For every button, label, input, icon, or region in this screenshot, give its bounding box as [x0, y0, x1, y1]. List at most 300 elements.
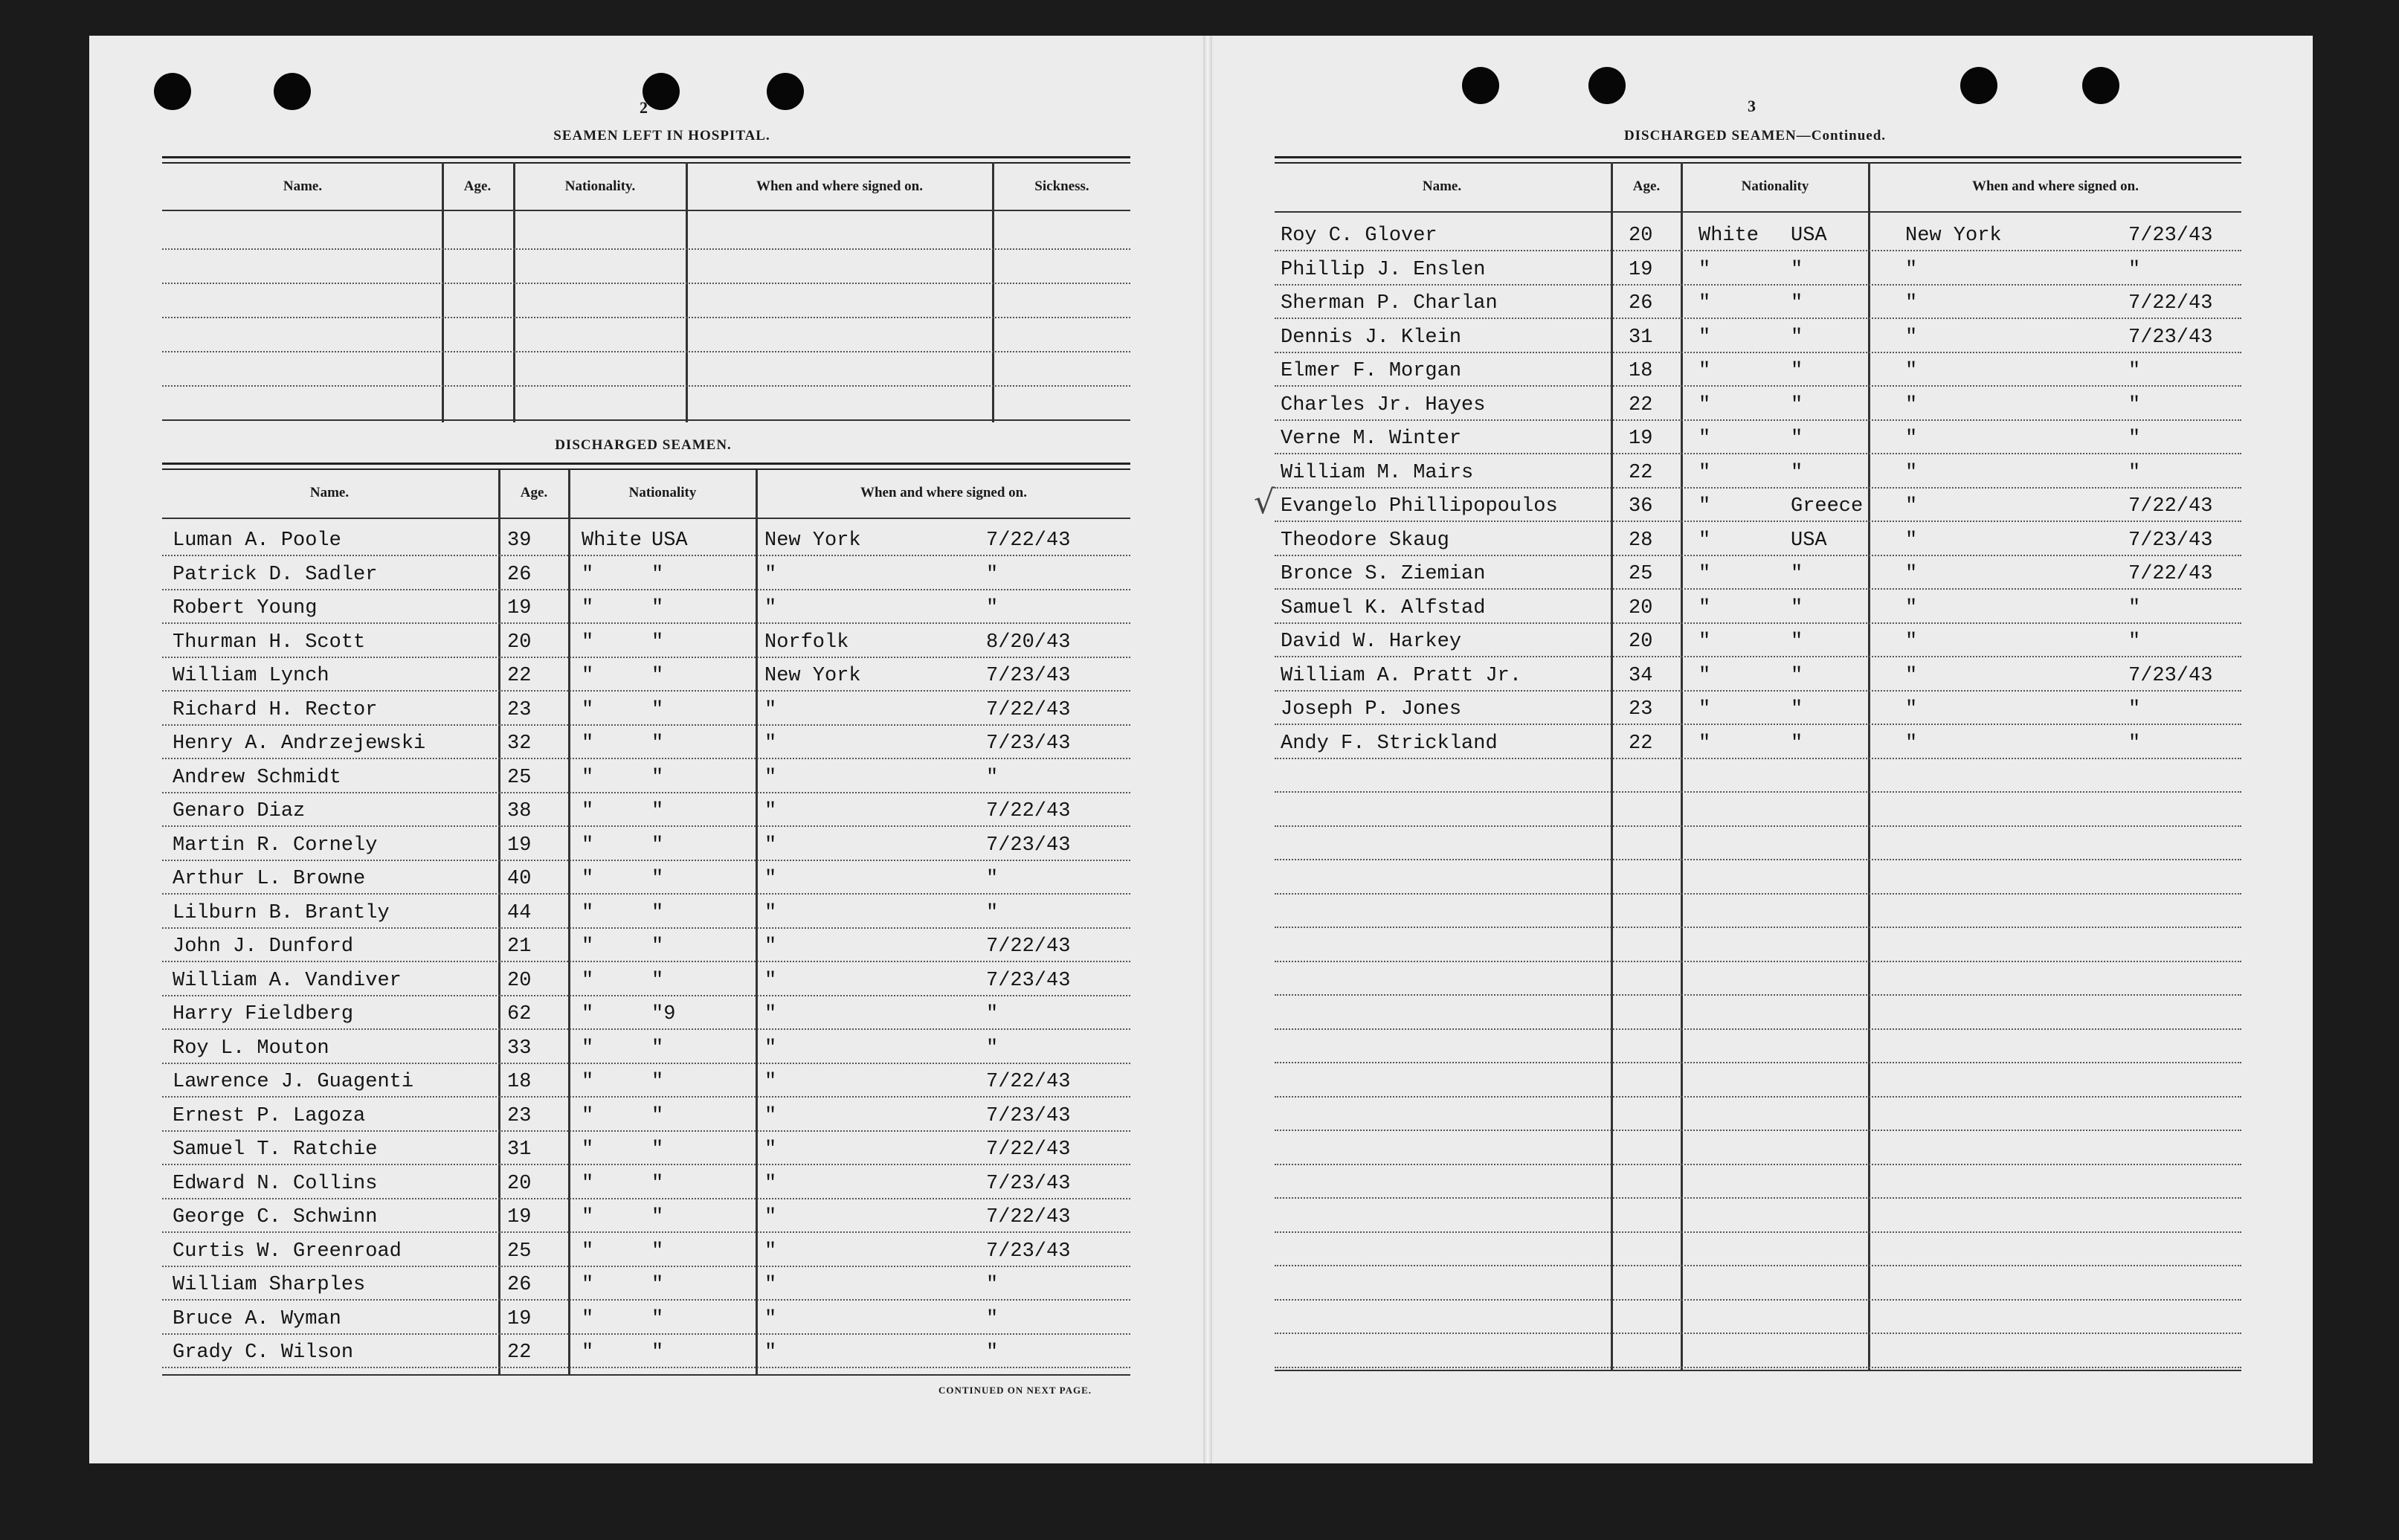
seaman-age: 19	[507, 834, 532, 857]
seaman-race: "	[1698, 631, 1711, 653]
seaman-name: Roy L. Mouton	[173, 1037, 329, 1060]
signed-on-date: "	[2128, 360, 2141, 382]
row-rule	[1275, 352, 2241, 353]
seaman-nationality: "	[651, 834, 664, 857]
seaman-age: 21	[507, 935, 532, 958]
rule	[162, 210, 1130, 211]
seaman-name: Charles Jr. Hayes	[1281, 393, 1486, 416]
seaman-age: 20	[1629, 631, 1653, 653]
row-rule	[162, 792, 1130, 793]
seaman-age: 32	[507, 732, 532, 755]
row-rule	[162, 317, 1130, 318]
seaman-age: 19	[507, 597, 532, 619]
seaman-name: Verne M. Winter	[1281, 428, 1462, 450]
signed-on-place: "	[764, 1104, 777, 1127]
seaman-age: 44	[507, 901, 532, 924]
seaman-nationality: "	[651, 800, 664, 822]
signed-on-date: 7/22/43	[986, 1138, 1071, 1161]
seaman-name: George C. Schwinn	[173, 1206, 378, 1228]
signed-on-place: "	[1905, 698, 1918, 721]
signed-on-place: "	[764, 1037, 777, 1060]
signed-on-date: 7/23/43	[986, 1172, 1071, 1195]
seaman-race: "	[582, 1341, 594, 1364]
seaman-race: "	[582, 868, 594, 890]
seaman-age: 36	[1629, 495, 1653, 518]
signed-on-place: "	[1905, 596, 1918, 619]
signed-on-date: "	[986, 1003, 999, 1025]
seaman-race: "	[1698, 258, 1711, 281]
seaman-nationality: USA	[1791, 225, 1827, 247]
seaman-race: "	[582, 1071, 594, 1093]
seaman-nationality: "	[1791, 461, 1803, 484]
signed-on-date: 7/23/43	[986, 969, 1071, 992]
column-header: Name.	[283, 178, 323, 194]
row-rule	[1275, 1028, 2241, 1030]
seaman-name: Andrew Schmidt	[173, 766, 341, 789]
seaman-nationality: "	[1791, 326, 1803, 349]
column-divider	[686, 162, 688, 422]
seaman-race: "	[1698, 326, 1711, 349]
seaman-race: "	[582, 1307, 594, 1330]
signed-on-date: 7/23/43	[2128, 529, 2213, 552]
seaman-race: "	[582, 800, 594, 822]
hospital-section-title: SEAMEN LEFT IN HOSPITAL.	[553, 128, 770, 144]
seaman-name: Sherman P. Charlan	[1281, 292, 1498, 315]
signed-on-date: "	[986, 766, 999, 789]
seaman-nationality: "	[651, 563, 664, 586]
row-rule	[162, 1063, 1130, 1064]
row-rule	[162, 1266, 1130, 1267]
seaman-age: 22	[1629, 393, 1653, 416]
punch-hole	[274, 73, 311, 110]
seaman-nationality: "	[651, 698, 664, 721]
signed-on-date: 7/23/43	[2128, 664, 2213, 687]
seaman-name: Samuel K. Alfstad	[1281, 596, 1486, 619]
seaman-race: "	[1698, 529, 1711, 552]
seaman-race: White	[1698, 225, 1759, 247]
row-rule	[1275, 1367, 2241, 1368]
punch-hole	[154, 73, 191, 110]
signed-on-place: "	[764, 800, 777, 822]
seaman-name: Bruce A. Wyman	[173, 1307, 341, 1330]
seaman-race: "	[582, 563, 594, 586]
seaman-race: "	[582, 597, 594, 619]
row-rule	[1275, 758, 2241, 759]
seaman-name: Andy F. Strickland	[1281, 732, 1498, 755]
column-header: Sickness.	[1034, 178, 1089, 194]
seaman-nationality: "	[1791, 258, 1803, 281]
row-rule	[162, 690, 1130, 692]
seaman-name: Theodore Skaug	[1281, 529, 1449, 552]
rule	[1275, 1370, 2241, 1371]
seaman-name: Richard H. Rector	[173, 698, 378, 721]
seaman-age: 18	[1629, 360, 1653, 382]
seaman-age: 31	[1629, 326, 1653, 349]
column-header: Name.	[1422, 178, 1462, 194]
signed-on-date: "	[2128, 428, 2141, 450]
seaman-race: "	[582, 1037, 594, 1060]
seaman-nationality: "	[651, 1206, 664, 1228]
column-header: When and where signed on.	[1971, 178, 2139, 194]
seaman-name: William Sharples	[173, 1274, 366, 1296]
row-rule	[1275, 284, 2241, 286]
signed-on-date: "	[2128, 596, 2141, 619]
signed-on-place: "	[1905, 360, 1918, 382]
signed-on-date: "	[986, 1037, 999, 1060]
seaman-nationality: "	[651, 665, 664, 687]
discharged-section-title: DISCHARGED SEAMEN.	[555, 437, 732, 453]
seaman-name: Grady C. Wilson	[173, 1341, 354, 1364]
seaman-nationality: "	[1791, 360, 1803, 382]
seaman-nationality: "	[651, 1138, 664, 1161]
signed-on-place: "	[1905, 393, 1918, 416]
signed-on-date: "	[2128, 732, 2141, 755]
column-header: Age.	[520, 485, 548, 500]
row-rule	[162, 860, 1130, 861]
signed-on-place: "	[764, 1341, 777, 1364]
row-rule	[1275, 385, 2241, 387]
signed-on-date: "	[2128, 393, 2141, 416]
seaman-name: Phillip J. Enslen	[1281, 258, 1486, 281]
seaman-age: 40	[507, 868, 532, 890]
punch-hole	[1588, 67, 1626, 104]
seaman-age: 23	[1629, 698, 1653, 721]
page-number: 3	[1748, 97, 1756, 115]
row-rule	[162, 893, 1130, 895]
seaman-nationality: "	[651, 1172, 664, 1195]
row-rule	[1275, 318, 2241, 319]
row-rule	[162, 825, 1130, 827]
seaman-race: "	[582, 698, 594, 721]
signed-on-date: 7/22/43	[2128, 495, 2213, 518]
signed-on-date: 7/23/43	[986, 834, 1071, 857]
seaman-nationality: "	[651, 935, 664, 958]
signed-on-place: "	[764, 732, 777, 755]
seaman-nationality: "	[651, 1240, 664, 1263]
signed-on-place: "	[764, 1206, 777, 1228]
seaman-race: "	[1698, 495, 1711, 518]
seaman-race: "	[582, 732, 594, 755]
seaman-nationality: USA	[651, 529, 688, 552]
seaman-name: Patrick D. Sadler	[173, 563, 378, 586]
seaman-name: Curtis W. Greenroad	[173, 1240, 402, 1263]
seaman-nationality: "	[651, 732, 664, 755]
seaman-race: "	[582, 935, 594, 958]
row-rule	[1275, 419, 2241, 421]
row-rule	[1275, 1333, 2241, 1334]
seaman-nationality: "	[1791, 292, 1803, 315]
signed-on-place: "	[1905, 326, 1918, 349]
row-rule	[162, 724, 1130, 726]
seaman-race: "	[582, 1003, 594, 1025]
seaman-age: 26	[1629, 292, 1653, 315]
signed-on-place: "	[764, 1307, 777, 1330]
row-rule	[162, 351, 1130, 352]
signed-on-date: 7/22/43	[986, 529, 1071, 552]
signed-on-date: "	[2128, 461, 2141, 484]
row-rule	[1275, 1130, 2241, 1131]
signed-on-date: 7/22/43	[2128, 292, 2213, 315]
column-divider	[442, 162, 444, 422]
seaman-name: William A. Pratt Jr.	[1281, 664, 1522, 687]
signed-on-place: "	[764, 868, 777, 890]
seaman-name: William A. Vandiver	[173, 969, 402, 992]
column-divider	[1681, 162, 1683, 1371]
seaman-age: 22	[507, 665, 532, 687]
row-rule	[162, 1367, 1130, 1368]
signed-on-date: "	[2128, 698, 2141, 721]
punch-hole	[767, 73, 804, 110]
seaman-race: "	[1698, 461, 1711, 484]
seaman-age: 39	[507, 529, 532, 552]
seaman-age: 62	[507, 1003, 532, 1025]
row-rule	[1275, 1231, 2241, 1233]
check-mark: √	[1254, 483, 1275, 521]
row-rule	[1275, 994, 2241, 996]
seaman-race: "	[1698, 393, 1711, 416]
seaman-name: John J. Dunford	[173, 935, 354, 958]
row-rule	[162, 555, 1130, 556]
signed-on-date: "	[2128, 258, 2141, 281]
signed-on-place: "	[1905, 732, 1918, 755]
signed-on-place: "	[764, 1240, 777, 1263]
seaman-age: 22	[1629, 732, 1653, 755]
signed-on-date: "	[986, 1341, 999, 1364]
seaman-nationality: "	[1791, 393, 1803, 416]
seaman-age: 19	[507, 1307, 532, 1330]
seaman-age: 23	[507, 1104, 532, 1127]
seaman-nationality: "	[1791, 428, 1803, 450]
signed-on-place: "	[1905, 631, 1918, 653]
seaman-nationality: "	[651, 1037, 664, 1060]
column-header: When and where signed on.	[756, 178, 923, 194]
row-rule	[162, 1333, 1130, 1335]
seaman-nationality: "	[651, 969, 664, 992]
seaman-name: Evangelo Phillipopoulos	[1281, 495, 1558, 518]
signed-on-place: "	[764, 698, 777, 721]
seaman-nationality: "9	[651, 1003, 676, 1025]
seaman-race: "	[1698, 596, 1711, 619]
seaman-age: 28	[1629, 529, 1653, 552]
signed-on-date: 7/22/43	[2128, 563, 2213, 585]
seaman-name: Lawrence J. Guagenti	[173, 1071, 414, 1093]
column-divider	[498, 470, 500, 1376]
seaman-race: "	[1698, 292, 1711, 315]
column-divider	[1611, 162, 1613, 1371]
seaman-age: 33	[507, 1037, 532, 1060]
row-rule	[1275, 588, 2241, 590]
seaman-age: 20	[507, 969, 532, 992]
signed-on-place: Norfolk	[764, 631, 849, 654]
signed-on-date: 7/23/43	[2128, 225, 2213, 247]
row-rule	[162, 385, 1130, 387]
signed-on-place: "	[764, 834, 777, 857]
seaman-age: 19	[1629, 428, 1653, 450]
column-header: Name.	[309, 485, 350, 500]
row-rule	[162, 589, 1130, 590]
row-rule	[1275, 859, 2241, 860]
column-divider	[756, 470, 758, 1376]
signed-on-date: 7/23/43	[2128, 326, 2213, 349]
row-rule	[162, 283, 1130, 284]
seaman-race: "	[1698, 732, 1711, 755]
seaman-age: 38	[507, 800, 532, 822]
signed-on-place: "	[1905, 428, 1918, 450]
seaman-nationality: "	[1791, 596, 1803, 619]
signed-on-place: New York	[1905, 225, 2002, 247]
row-rule	[162, 1231, 1130, 1233]
page-fold	[1203, 36, 1212, 1463]
seaman-race: "	[1698, 664, 1711, 687]
rule	[1275, 211, 2241, 213]
seaman-race: "	[582, 1206, 594, 1228]
signed-on-date: "	[2128, 631, 2141, 653]
rule	[162, 419, 1130, 421]
punch-hole	[1960, 67, 1997, 104]
seaman-age: 25	[507, 766, 532, 789]
seaman-race: "	[582, 665, 594, 687]
seaman-nationality: "	[651, 901, 664, 924]
seaman-age: 26	[507, 1274, 532, 1296]
signed-on-place: "	[764, 766, 777, 789]
signed-on-date: 7/22/43	[986, 935, 1071, 958]
punch-hole	[2082, 67, 2119, 104]
seaman-name: Martin R. Cornely	[173, 834, 378, 857]
seaman-nationality: "	[651, 766, 664, 789]
signed-on-date: "	[986, 901, 999, 924]
row-rule	[1275, 893, 2241, 895]
signed-on-date: 7/22/43	[986, 1071, 1071, 1093]
seaman-age: 31	[507, 1138, 532, 1161]
seaman-age: 26	[507, 563, 532, 586]
seaman-nationality: "	[651, 631, 664, 654]
seaman-race: "	[1698, 563, 1711, 585]
signed-on-date: "	[986, 597, 999, 619]
row-rule	[1275, 791, 2241, 793]
column-header: Age.	[1632, 178, 1661, 194]
row-rule	[1275, 1265, 2241, 1266]
signed-on-date: 7/23/43	[986, 665, 1071, 687]
signed-on-place: "	[764, 1138, 777, 1161]
seaman-age: 22	[507, 1341, 532, 1364]
seaman-name: Joseph P. Jones	[1281, 698, 1462, 721]
row-rule	[162, 657, 1130, 658]
seaman-name: Edward N. Collins	[173, 1172, 378, 1195]
signed-on-date: 8/20/43	[986, 631, 1071, 654]
row-rule	[1275, 724, 2241, 725]
seaman-age: 34	[1629, 664, 1653, 687]
seaman-age: 19	[1629, 258, 1653, 281]
seaman-age: 20	[507, 1172, 532, 1195]
signed-on-place: New York	[764, 665, 861, 687]
row-rule	[162, 995, 1130, 996]
signed-on-place: "	[1905, 292, 1918, 315]
row-rule	[1275, 961, 2241, 962]
seaman-name: Genaro Diaz	[173, 800, 306, 822]
seaman-name: William M. Mairs	[1281, 461, 1474, 484]
column-header: Age.	[463, 178, 492, 194]
seaman-race: "	[582, 1240, 594, 1263]
row-rule	[1275, 555, 2241, 556]
seaman-age: 23	[507, 698, 532, 721]
signed-on-place: "	[764, 1003, 777, 1025]
rule	[162, 1374, 1130, 1376]
seaman-nationality: "	[651, 1307, 664, 1330]
signed-on-date: 7/22/43	[986, 698, 1071, 721]
row-rule	[162, 1130, 1130, 1132]
seaman-age: 19	[507, 1206, 532, 1228]
column-divider	[1868, 162, 1870, 1371]
punch-hole	[643, 73, 680, 110]
signed-on-place: "	[1905, 495, 1918, 518]
seaman-nationality: "	[651, 868, 664, 890]
seaman-race: "	[582, 834, 594, 857]
signed-on-place: "	[764, 1172, 777, 1195]
signed-on-date: "	[986, 563, 999, 586]
seaman-race: "	[582, 1138, 594, 1161]
signed-on-place: "	[764, 563, 777, 586]
seaman-name: David W. Harkey	[1281, 631, 1462, 653]
rule	[162, 156, 1130, 164]
row-rule	[162, 1164, 1130, 1165]
seaman-name: Luman A. Poole	[173, 529, 341, 552]
continued-note: CONTINUED ON NEXT PAGE.	[938, 1385, 1092, 1396]
row-rule	[1275, 825, 2241, 827]
seaman-age: 18	[507, 1071, 532, 1093]
rule	[162, 463, 1130, 470]
column-header: Nationality	[1741, 178, 1809, 194]
seaman-name: Arthur L. Browne	[173, 868, 366, 890]
seaman-race: "	[582, 901, 594, 924]
column-divider	[513, 162, 515, 422]
seaman-race: "	[1698, 698, 1711, 721]
row-rule	[1275, 250, 2241, 251]
row-rule	[1275, 521, 2241, 522]
seaman-age: 25	[1629, 563, 1653, 585]
row-rule	[1275, 690, 2241, 692]
column-header: Nationality	[628, 485, 697, 500]
signed-on-place: "	[1905, 664, 1918, 687]
page-number: 2	[640, 98, 648, 117]
row-rule	[1275, 453, 2241, 454]
signed-on-place: "	[764, 597, 777, 619]
row-rule	[1275, 1062, 2241, 1063]
seaman-race: "	[1698, 428, 1711, 450]
row-rule	[162, 622, 1130, 624]
signed-on-place: "	[1905, 461, 1918, 484]
seaman-nationality: "	[1791, 631, 1803, 653]
row-rule	[1275, 622, 2241, 624]
column-divider	[992, 162, 994, 422]
rule	[162, 518, 1130, 519]
row-rule	[162, 1096, 1130, 1098]
seaman-name: Elmer F. Morgan	[1281, 360, 1462, 382]
seaman-name: Lilburn B. Brantly	[173, 901, 390, 924]
row-rule	[1275, 1197, 2241, 1199]
seaman-age: 25	[507, 1240, 532, 1263]
seaman-name: Thurman H. Scott	[173, 631, 366, 654]
signed-on-date: 7/23/43	[986, 1104, 1071, 1127]
seaman-age: 20	[1629, 225, 1653, 247]
seaman-race: White	[582, 529, 643, 552]
signed-on-place: "	[1905, 258, 1918, 281]
signed-on-date: "	[986, 1307, 999, 1330]
seaman-nationality: "	[1791, 698, 1803, 721]
signed-on-date: "	[986, 868, 999, 890]
signed-on-place: New York	[764, 529, 861, 552]
seaman-age: 20	[507, 631, 532, 654]
seaman-nationality: USA	[1791, 529, 1827, 552]
